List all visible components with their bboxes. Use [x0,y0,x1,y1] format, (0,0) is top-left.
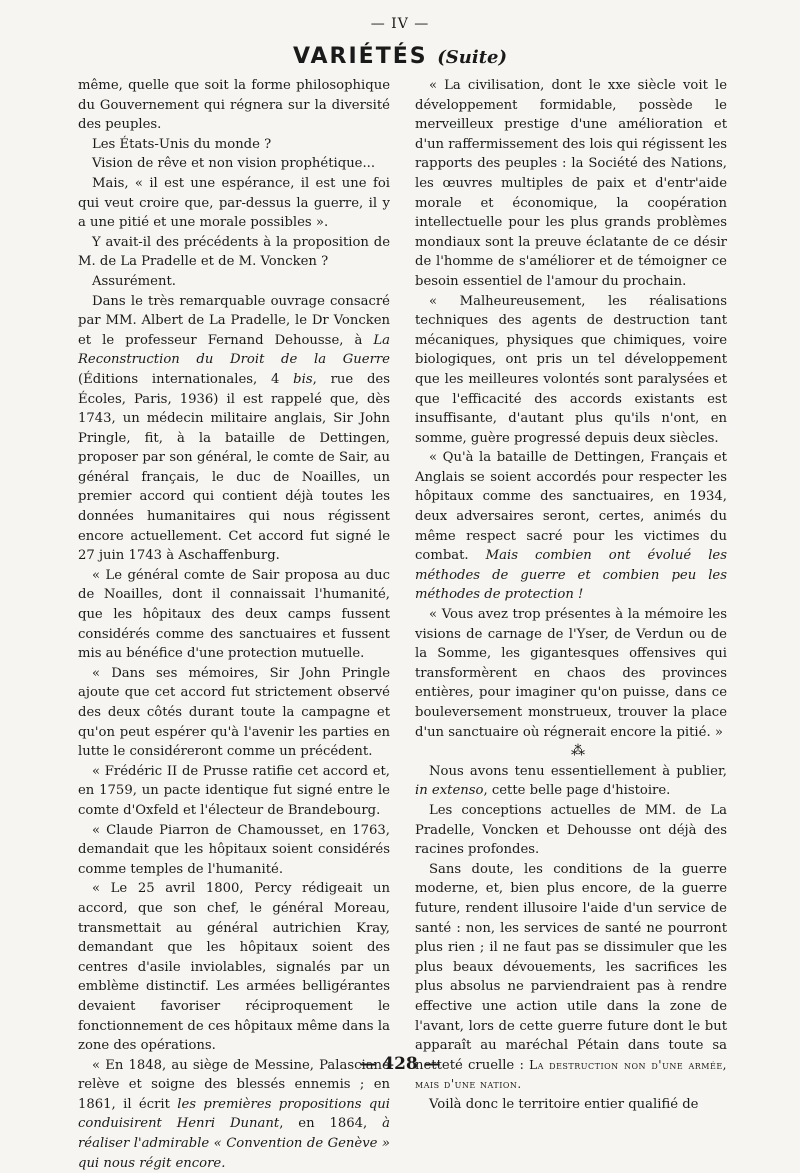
paragraph: Y avait-il des précédents à la proposition de M. de La Pradelle et de M. Voncken ? [78,234,390,270]
text-run: Sans doute, les conditions de la guerre moderne, et, bien plus encore, de la guerre future, rendent illusoire l'aide d'un service de santé : non, les services de santé ne pourront plus rien ; il ne faut pas se dissimuler que les plus beaux dévouements, les sacrifices les plus absolus ne parviendraient pas à rendre effective une action utile dans la zone de l'avant, lors de cette guerre future dont le but apparaît au maréchal Pétain dans toute sa netteté cruelle : [415,861,727,1073]
text-run: « En 1848, au siège de Messine, Palasciano relève et soigne des blessés ennemis ; en 1861, il écrit [78,1057,390,1112]
page-roman-numeral: — IV — [370,16,430,32]
asterism-separator: ⁂ [571,743,585,760]
text-run-italic: à réaliser l'admirable « Convention de Genève » qui nous régit encore. [78,1116,390,1171]
paragraph [78,292,390,566]
paragraph: Voilà donc le territoire entier qualifié de [429,1096,699,1112]
text-run-italic: Mais combien ont évolué les méthodes de guerre et combien peu les méthodes de protection ! [415,548,727,603]
small-caps-quote: La destruction non d'une armée, mais d'une nation. [415,1057,727,1092]
paragraph: « Frédéric II de Prusse ratifie cet accord et, en 1759, un pacte identique fut signé entre le comte d'Oxfeld et l'électeur de Brandebourg. [78,763,390,818]
section-title-suite: (Suite) [437,47,507,68]
text-run-italic: in extenso [415,783,484,799]
text-run-italic: bis [293,371,313,387]
text-run: (Éditions internationales, 4 [78,371,294,387]
text-run: , en 1864, [279,1116,383,1132]
text-run: , rue des Écoles, Paris, 1936) il est rappelé que, dès 1743, un médecin militaire anglais, Sir John Pringle, fit, à la bataille de Dettingen, proposer par son général, le comte de Sair, au général français, le duc de Noailles, un premier accord qui contient déjà toutes les données humanitaires qui nous régissent encore actuellement. Cet accord fut signé le 27 juin 1743 à Aschaffenburg. [78,371,390,564]
paragraph: Les États-Unis du monde ? [92,136,272,152]
book-title: La Reconstruction du Droit de la Guerre [78,332,390,368]
text-run: Nous avons tenu essentiellement à publier, [429,763,727,779]
paragraph [415,448,727,605]
paragraph: « Malheureusement, les réalisations techniques des agents de destruction tant mécaniques, physiques que chimiques, voire biologiques, ont pris un tel développement que les meilleures volontés sont paralysées et que l'efficacité des accords existants est insuffisante, d'autant plus qu'ils n'ont, en somme, guère progressé depuis deux siècles. [415,293,727,446]
text-run-italic: les premières propositions qui conduisirent Henri Dunant [78,1096,390,1132]
left-column [78,76,390,1173]
page-number: — 428 — [359,1054,441,1074]
paragraph: « Claude Piarron de Chamousset, en 1763, demandait que les hôpitaux soient considérés comme temples de l'humanité. [78,822,390,877]
paragraph: « Le général comte de Sair proposa au duc de Noailles, dont il connaissait l'humanité, que les hôpitaux des deux camps fussent considérés comme des sanctuaires et fussent mis au bénéfice d'une protection mutuelle. [78,567,390,662]
paragraph: Les conceptions actuelles de MM. de La Pradelle, Voncken et Dehousse ont déjà des racines profondes. [415,802,727,858]
section-title [0,44,800,69]
paragraph: Mais, « il est une espérance, il est une foi qui veut croire que, par-dessus la guerre, il y a une pitié et une morale possibles ». [78,175,390,231]
text-run: « Qu'à la bataille de Dettingen, Français et Anglais se soient accordés pour respecter les hôpitaux comme des sanctuaires, en 1934, deux adversaires seront, certes, animés du même respect sacré pour les victimes du combat. [415,450,727,564]
paragraph: « Vous avez trop présentes à la mémoire les visions de carnage de l'Yser, de Verdun ou de la Somme, les gigantesques offensives qui transformèrent en chaos des provinces entières, pour imaginer qu'on puisse, dans ce bouleversement monstrueux, trouver la place d'un sanctuaire où régnerait encore la pitié. » [415,607,727,740]
text-run: Dans le très remarquable ouvrage consacré par MM. Albert de La Pradelle, le Dr Voncken et le professeur Fernand Dehousse, à [78,293,390,348]
paragraph: « Dans ses mémoires, Sir John Pringle ajoute que cet accord fut strictement observé des deux côtés durant toute la campagne et qu'on peut espérer qu'à l'avenir les parties en lutte le considéreront comme un précédent. [78,665,390,760]
paragraph: « Le 25 avril 1800, Percy rédigeait un accord, que son chef, le général Moreau, transmettait au général autrichien Kray, demandant que les hôpitaux soient des centres d'asile inviolables, signalés par un emblème distinctif. Les armées belligérantes devaient favoriser réciproquement le fonctionnement de ces hôpitaux même dans la zone des opérations. [78,881,390,1054]
paragraph: Vision de rêve et non vision prophétique... [92,156,376,172]
section-title-main: VARIÉTÉS [293,44,428,69]
paragraph: même, quelle que soit la forme philosophique du Gouvernement qui régnera sur la diversité des peuples. [78,78,390,133]
text-run: , cette belle page d'histoire. [483,783,671,799]
paragraph: Assurément. [92,273,176,289]
paragraph: « La civilisation, dont le xxe siècle voit le développement formidable, possède le merveilleux prestige d'une amélioration et d'un raffermissement des lois qui régissent les rapports des peuples : la Société des Nations, les œuvres multiples de paix et d'entr'aide morale et économique, la coopération intellectuelle pour les plus grands problèmes mondiaux sont la preuve éclatante de ce désir de l'homme de s'améliorer et de témoigner ce besoin essentiel de l'amour du prochain. [415,78,728,289]
paragraph [415,762,727,801]
right-column [415,76,727,1114]
